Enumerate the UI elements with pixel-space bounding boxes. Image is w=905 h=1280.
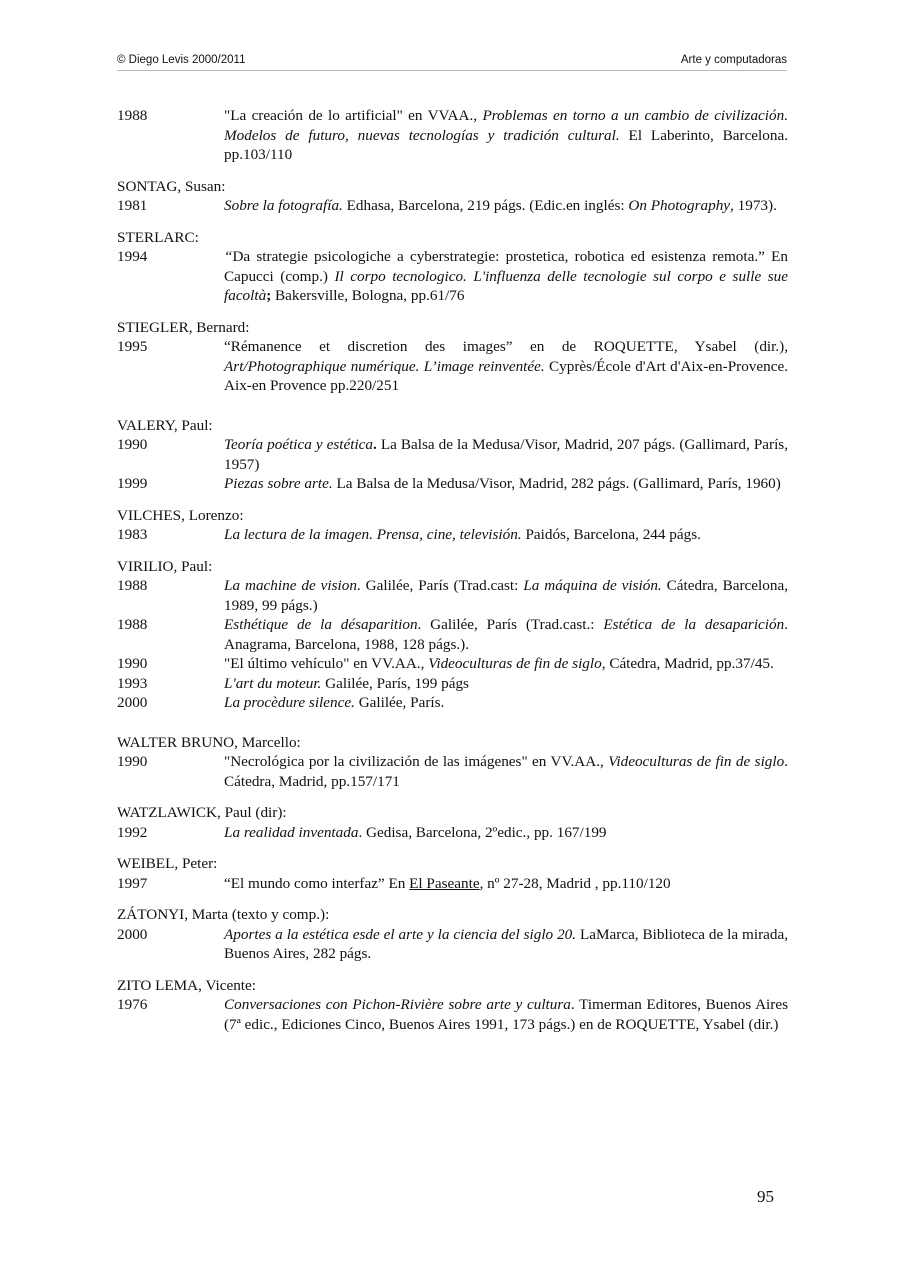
bibliography-entry [117,615,788,654]
citation-text: . Timerman Editores, Buenos Aires (7ª edic., Ediciones Cinco, Buenos Aires 1991, 173 págs.) en de ROQUETTE, Ysabel (dir.) [224,996,788,1033]
citation-title: La machine de vision [224,577,357,594]
citation-text: . [373,436,377,453]
citation-text: La Balsa de la Medusa/Visor, Madrid, 282 págs. (Gallimard, París, 1960) [332,475,781,492]
citation-text: “Rémanence et discretion des images” en de ROQUETTE, Ysabel (dir.), [224,338,788,355]
author-name: WATZLAWICK, Paul (dir): [117,804,287,821]
entry-citation [224,525,788,545]
entry-citation [224,615,788,654]
bibliography-group [117,318,788,396]
page-number: 95 [757,1187,774,1206]
citation-text: Galilée, París, 199 págs [321,674,469,692]
bibliography-group [117,228,788,306]
citation-title: Teoría poética y estética [224,436,374,453]
entry-year: 1990 [117,436,148,453]
bibliography-group [117,416,788,494]
entry-citation [224,106,788,165]
entry-year: 2000 [117,694,148,711]
citation-title: L'art du moteur. [224,674,322,692]
bibliography-group [117,733,788,792]
author-name: ZITO LEMA, Vicente: [117,976,256,994]
author-name: SONTAG, Susan: [117,177,226,195]
citation-text: . Galilée, París (Trad.cast.: [417,616,604,633]
group-spacer [117,396,788,416]
entry-year: 1997 [117,874,148,892]
bibliography-entry [117,337,788,396]
entry-citation [224,576,788,615]
bibliography-group [117,905,788,964]
citation-text: . Cátedra, Madrid, pp.157/171 [224,753,788,790]
bibliography-entry [117,196,788,216]
author-name: STIEGLER, Bernard: [117,318,250,336]
bibliography-group [117,177,788,216]
citation-title: Sobre la fotografía. [224,197,343,214]
citation-text: "El último vehículo" en VV.AA., [224,655,429,672]
bibliography-group [117,976,788,1035]
entry-year: 1990 [117,753,148,770]
entry-year: 1992 [117,823,148,841]
citation-text: . Galilée, París (Trad.cast: [356,577,524,594]
author-name: ZÁTONYI, Marta (texto y comp.): [117,906,330,923]
bibliography-entry [117,823,788,843]
group-spacer [117,306,788,318]
citation-text: LaMarca, Biblioteca de la mirada, Buenos Aires, 282 págs. [224,925,788,962]
bibliography-group [117,854,788,893]
bibliography-entry [117,752,788,791]
citation-title: Il corpo tecnologico. L'influenza delle tecnologie sul corpo e sulle sue facoltà [224,267,788,304]
group-spacer [117,842,788,854]
bibliography-group [117,557,788,713]
citation-text: , nº 27-28, Madrid , pp.110/120 [479,874,671,892]
entry-year: 1988 [117,107,148,124]
author-name: VILCHES, Lorenzo: [117,506,244,524]
entry-citation [224,474,788,494]
citation-text: , 1973). [730,197,777,214]
bibliography-entry [117,435,788,474]
entry-year: 1988 [117,616,148,633]
citation-text: Galilée, París. [354,694,445,711]
citation-title: Conversaciones con Pichon-Rivière sobre arte y cultura [224,996,571,1013]
citation-title: Videoculturas de fin de siglo [428,655,602,672]
entry-citation [224,823,788,843]
bibliography-group [117,803,788,842]
entry-citation [224,654,788,674]
bibliography-entry [117,576,788,615]
bibliography-entry [117,995,788,1034]
citation-title: Art/Photographique numérique. L’image reinventée. [224,357,545,375]
bibliography-entry [117,106,788,165]
group-spacer [117,494,788,506]
citation-title: Estética de la desaparición [603,616,785,633]
bibliography-entry [117,525,788,545]
entry-year: 1990 [117,655,148,672]
entry-citation [224,674,788,694]
citation-text: Cátedra, Barcelona, 1989, 99 págs.) [224,577,788,614]
entry-year: 1976 [117,996,148,1013]
bibliography-entry [117,654,788,674]
citation-text: "Necrológica por la civilización de las imágenes" en VV.AA., [224,753,609,770]
author-name: WALTER BRUNO, Marcello: [117,733,301,751]
entry-citation [224,247,788,306]
entry-year: 2000 [117,925,148,943]
entry-citation [224,874,788,894]
entry-citation [224,995,788,1034]
author-name: VIRILIO, Paul: [117,557,213,575]
entry-citation [224,693,788,713]
citation-title: “ [224,248,233,265]
group-spacer [117,713,788,733]
citation-text: . Anagrama, Barcelona, 1988, 128 págs.). [224,616,789,653]
citation-text: Cyprès/École d'Art d'Aix-en-Provence. Aix-en Provence pp.220/251 [224,357,789,394]
citation-title: La procèdure silence. [224,694,355,711]
entry-year: 1994 [117,248,148,265]
citation-text: . Gedisa, Barcelona, 2ºedic., pp. 167/199 [358,823,607,841]
citation-text: El Laberinto, Barcelona. pp.103/110 [224,126,788,163]
citation-text: La Balsa de la Medusa/Visor, Madrid, 207 págs. (Gallimard, París, 1957) [224,436,788,473]
citation-text: Da strategie psicologiche a cyberstrategie: prostetica, robotica ed esistenza remota.” En Capucci (comp.) [224,248,788,285]
citation-title: On Photography [628,197,731,214]
bibliography-entry [117,474,788,494]
entry-year: 1999 [117,475,148,492]
bibliography-group [117,506,788,545]
bibliography-entry [117,674,788,694]
citation-text: El Paseante [409,874,480,892]
entry-year: 1988 [117,577,148,594]
entry-year: 1993 [117,674,148,692]
citation-title: Videoculturas de fin de siglo [608,753,785,770]
entry-year: 1995 [117,338,148,355]
citation-text: Bakersville, Bologna, pp.61/76 [271,287,465,304]
group-spacer [117,964,788,976]
entry-year: 1983 [117,526,148,543]
citation-title: La máquina de visión. [523,577,662,594]
entry-citation [224,435,788,474]
header-title: Arte y computadoras [680,54,787,66]
citation-title: La realidad inventada [224,823,359,841]
bibliography-entry [117,874,788,894]
entry-citation [224,752,788,791]
entry-citation [224,925,788,964]
citation-text: "La creación de lo artificial" en VVAA., [224,107,483,124]
citation-title: La lectura de la imagen. Prensa, cine, televisión. [224,526,522,543]
citation-text: ; [266,287,272,304]
entry-year: 1981 [117,197,148,214]
citation-title: Problemas en torno a un cambio de civilización. Modelos de futuro, nuevas tecnologías y tradición cultural. [224,107,788,144]
group-spacer [117,893,788,905]
bibliography-group [117,106,788,165]
citation-text: Paidós, Barcelona, 244 págs. [521,526,701,543]
author-name: WEIBEL, Peter: [117,855,218,872]
entry-citation [224,196,788,216]
bibliography-list [117,106,788,1034]
page-header [117,54,787,71]
citation-title: Piezas sobre arte. [224,475,333,492]
bibliography-entry [117,693,788,713]
citation-text: Edhasa, Barcelona, 219 págs. (Edic.en inglés: [342,197,629,214]
author-name: STERLARC: [117,228,199,246]
citation-title: Aportes a la estética esde el arte y la ciencia del siglo 20. [224,925,577,943]
entry-citation [224,337,788,396]
group-spacer [117,791,788,803]
group-spacer [117,545,788,557]
header-copyright: © Diego Levis 2000/2011 [117,54,246,66]
bibliography-entry [117,925,788,964]
bibliography-entry [117,247,788,306]
group-spacer [117,216,788,228]
author-name: VALERY, Paul: [117,416,213,434]
citation-title: Esthétique de la désaparition [224,616,418,633]
group-spacer [117,165,788,177]
citation-text: “El mundo como interfaz” En [224,874,410,892]
citation-text: , Cátedra, Madrid, pp.37/45. [601,655,774,672]
